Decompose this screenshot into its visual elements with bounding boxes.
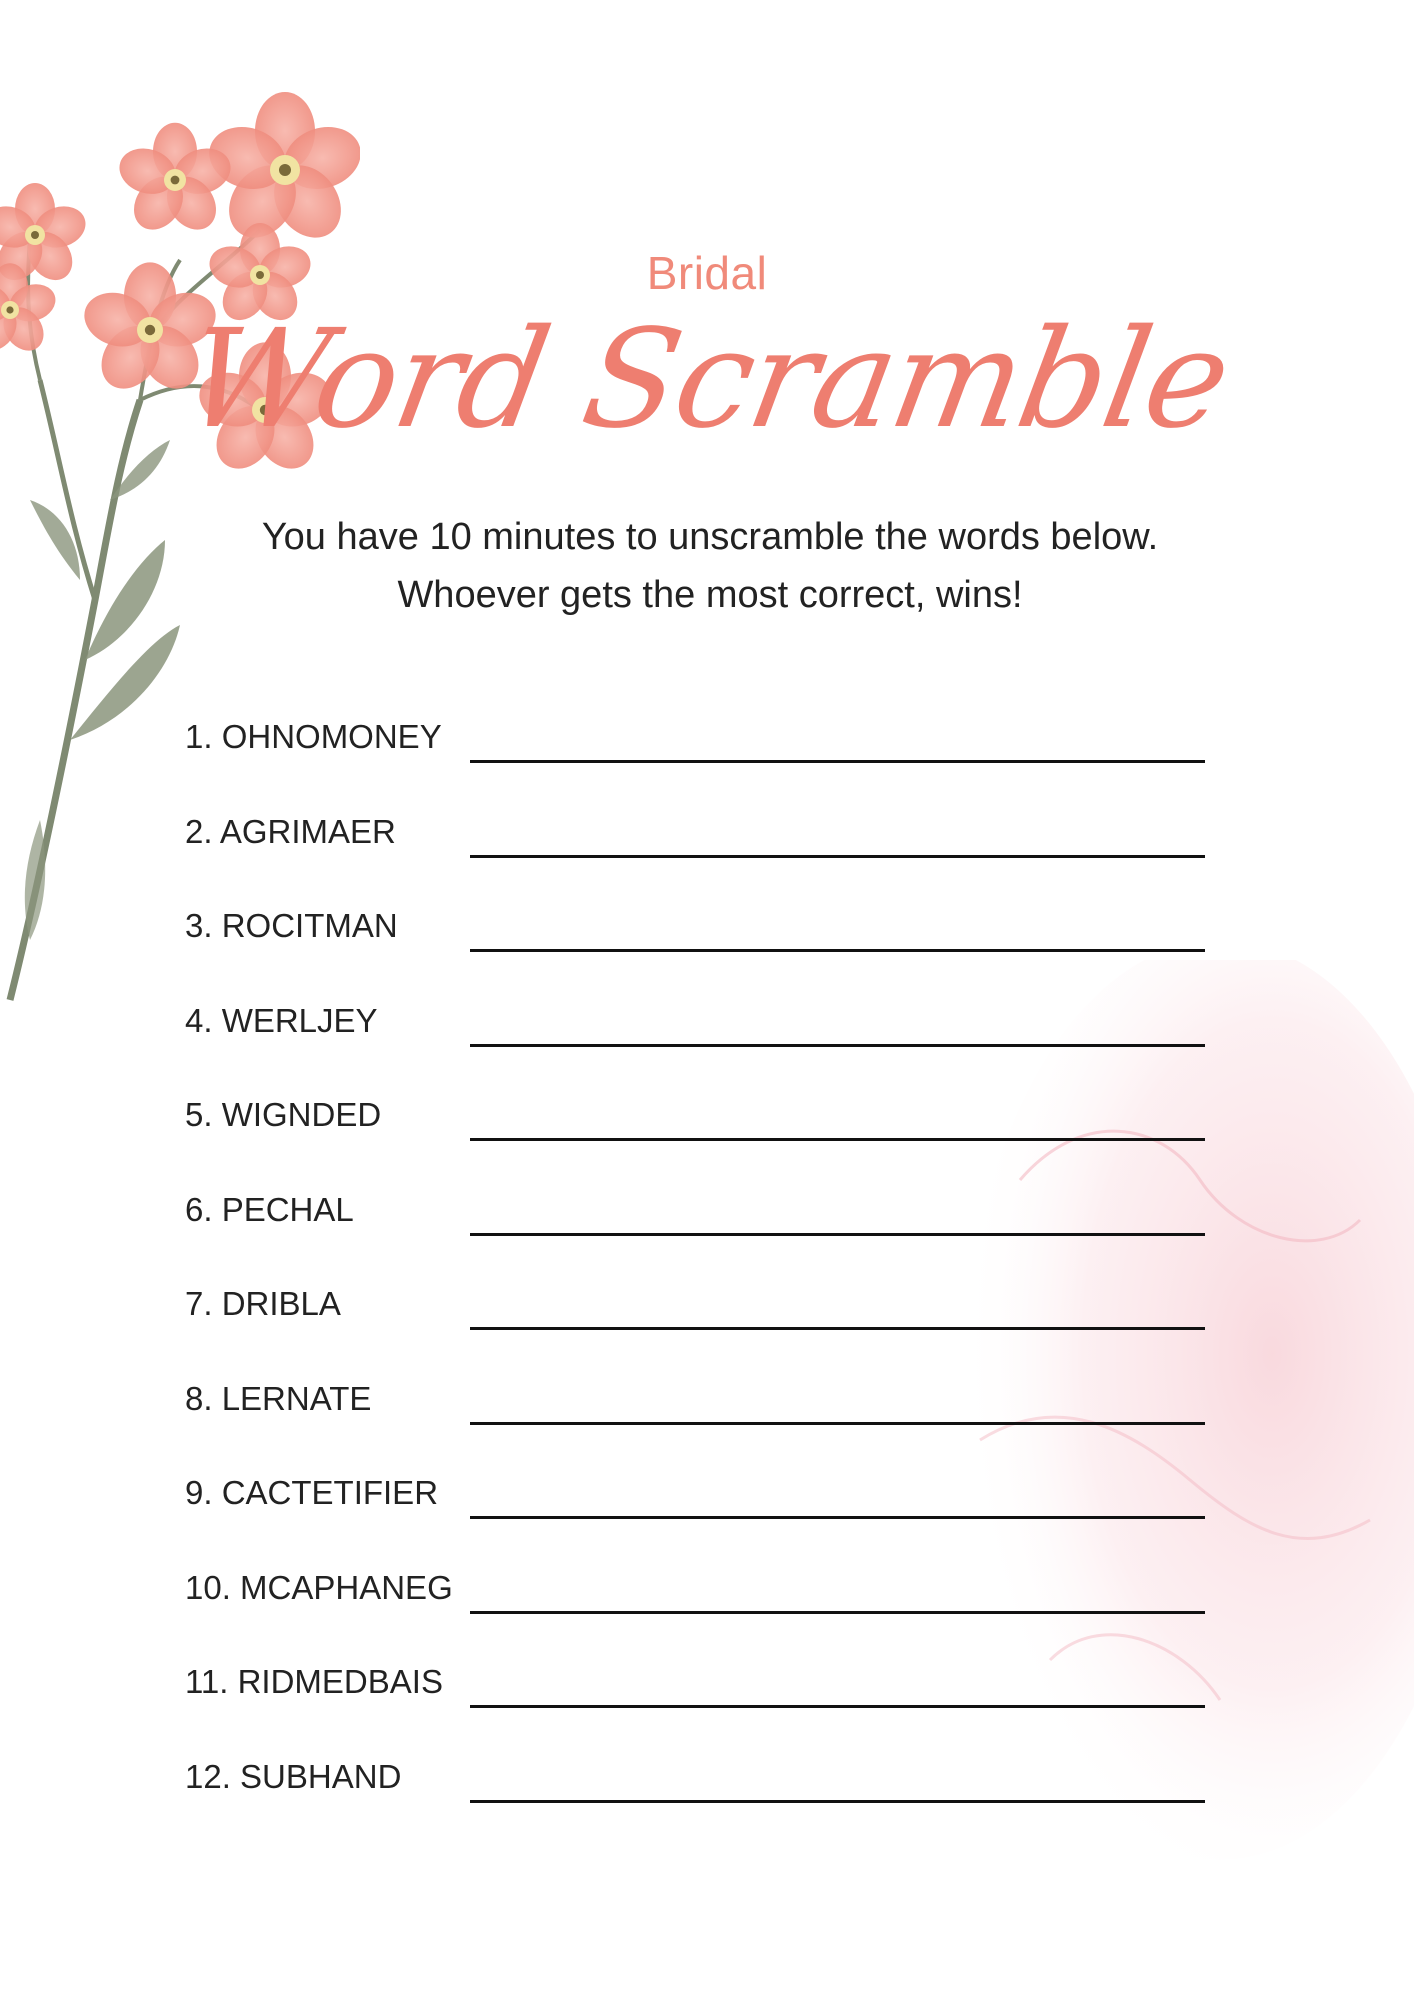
list-item [185, 795, 1205, 890]
scrambled-word: 12. SUBHAND [185, 1757, 402, 1795]
list-item [185, 1645, 1205, 1740]
list-item [185, 984, 1205, 1079]
page-title: Word Scramble [174, 301, 1240, 459]
answer-line[interactable] [470, 760, 1205, 763]
answer-line[interactable] [470, 1800, 1205, 1803]
scrambled-word: 5. WIGNDED [185, 1096, 382, 1133]
scrambled-word: 6. PECHAL [185, 1190, 354, 1228]
scrambled-word: 3. ROCITMAN [185, 907, 398, 944]
list-item [185, 1551, 1205, 1646]
list-item [185, 700, 1205, 795]
list-item [185, 1740, 1205, 1835]
answer-line[interactable] [470, 1705, 1205, 1708]
list-item [185, 1362, 1205, 1457]
answer-line[interactable] [470, 1516, 1205, 1519]
list-item [185, 1267, 1205, 1362]
list-item [185, 1456, 1205, 1551]
list-item [185, 889, 1205, 984]
list-item [185, 1173, 1205, 1268]
answer-line[interactable] [470, 1327, 1205, 1330]
scrambled-word: 9. CACTETIFIER [185, 1474, 439, 1511]
scrambled-word: 10. MCAPHANEG [185, 1568, 453, 1606]
answer-line[interactable] [470, 855, 1205, 858]
pre-title: Bridal [646, 247, 768, 299]
scramble-list [185, 700, 1205, 1834]
answer-line[interactable] [470, 1138, 1205, 1141]
answer-line[interactable] [470, 1044, 1205, 1047]
scrambled-word: 4. WERLJEY [185, 1001, 378, 1039]
answer-line[interactable] [470, 949, 1205, 952]
list-item [185, 1078, 1205, 1173]
answer-line[interactable] [470, 1233, 1205, 1236]
scrambled-word: 1. OHNOMONEY [185, 718, 442, 755]
scrambled-word: 11. RIDMEDBAIS [185, 1663, 443, 1700]
scrambled-word: 7. DRIBLA [185, 1285, 341, 1322]
answer-line[interactable] [470, 1611, 1205, 1614]
instructions: You have 10 minutes to unscramble the words below. Whoever gets the most correct, wins! [261, 516, 1159, 616]
scrambled-word: 8. LERNATE [185, 1379, 372, 1417]
answer-line[interactable] [470, 1422, 1205, 1425]
scrambled-word: 2. AGRIMAER [185, 812, 396, 850]
